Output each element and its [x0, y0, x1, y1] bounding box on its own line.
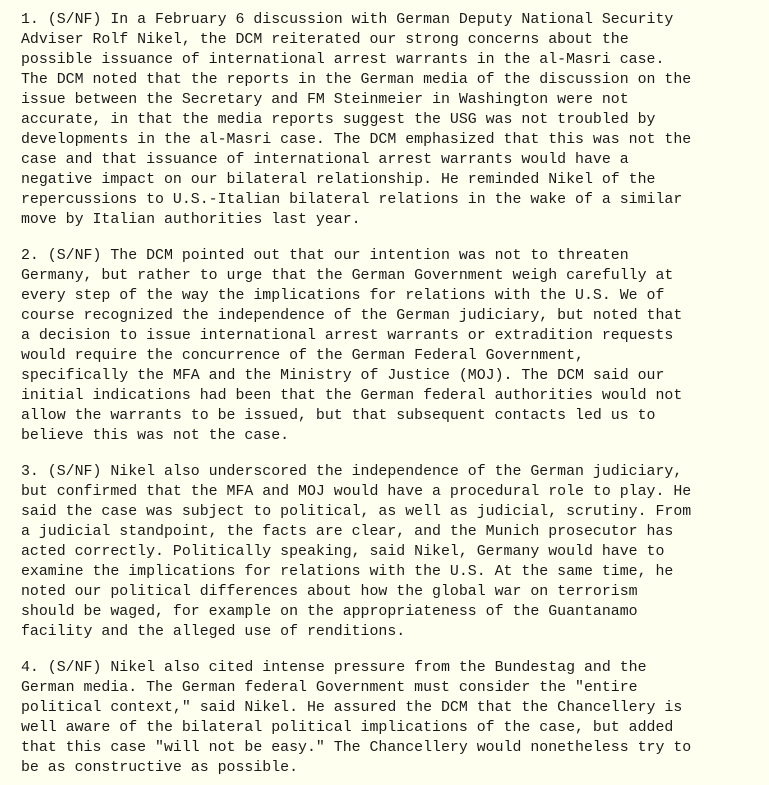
text-line: 3. (S/NF) Nikel also underscored the independence of the German judiciary,	[21, 464, 683, 480]
text-line: but confirmed that the MFA and MOJ would have a procedural role to play. He	[21, 484, 692, 500]
text-line: issue between the Secretary and FM Steinmeier in Washington were not	[21, 92, 629, 108]
text-line: a judicial standpoint, the facts are clear, and the Munich prosecutor has	[21, 524, 674, 540]
text-line: political context," said Nikel. He assured the DCM that the Chancellery is	[21, 700, 683, 716]
text-line: negative impact on our bilateral relationship. He reminded Nikel of the	[21, 172, 656, 188]
text-line: German media. The German federal Government must consider the "entire	[21, 680, 638, 696]
text-line: possible issuance of international arrest warrants in the al-Masri case.	[21, 52, 665, 68]
text-line: move by Italian authorities last year.	[21, 212, 361, 228]
text-line: that this case "will not be easy." The Chancellery would nonetheless try to	[21, 740, 692, 756]
text-line: acted correctly. Politically speaking, said Nikel, Germany would have to	[21, 544, 665, 560]
paragraph-2	[21, 246, 769, 446]
paragraph-1	[21, 10, 769, 230]
text-line: should be waged, for example on the appropriateness of the Guantanamo	[21, 604, 638, 620]
text-line: facility and the alleged use of renditions.	[21, 624, 406, 640]
text-line: allow the warrants to be issued, but that subsequent contacts led us to	[21, 408, 656, 424]
text-line: a decision to issue international arrest warrants or extradition requests	[21, 328, 674, 344]
text-line: well aware of the bilateral political implications of the case, but added	[21, 720, 674, 736]
text-line: 1. (S/NF) In a February 6 discussion with German Deputy National Security	[21, 12, 674, 28]
text-line: noted our political differences about how the global war on terrorism	[21, 584, 638, 600]
text-line: be as constructive as possible.	[21, 760, 299, 776]
text-line: would require the concurrence of the German Federal Government,	[21, 348, 584, 364]
text-line: examine the implications for relations with the U.S. At the same time, he	[21, 564, 674, 580]
text-line: repercussions to U.S.-Italian bilateral relations in the wake of a similar	[21, 192, 683, 208]
paragraph-4	[21, 658, 769, 778]
text-line: course recognized the independence of the German judiciary, but noted that	[21, 308, 683, 324]
text-line: developments in the al-Masri case. The DCM emphasized that this was not the	[21, 132, 692, 148]
text-line: case and that issuance of international arrest warrants would have a	[21, 152, 629, 168]
text-line: accurate, in that the media reports suggest the USG was not troubled by	[21, 112, 656, 128]
text-line: believe this was not the case.	[21, 428, 290, 444]
text-line: 4. (S/NF) Nikel also cited intense pressure from the Bundestag and the	[21, 660, 647, 676]
text-line: initial indications had been that the German federal authorities would not	[21, 388, 683, 404]
text-line: The DCM noted that the reports in the German media of the discussion on the	[21, 72, 692, 88]
text-line: Germany, but rather to urge that the German Government weigh carefully at	[21, 268, 674, 284]
paragraph-3	[21, 462, 769, 642]
text-line: 2. (S/NF) The DCM pointed out that our intention was not to threaten	[21, 248, 629, 264]
text-line: Adviser Rolf Nikel, the DCM reiterated our strong concerns about the	[21, 32, 629, 48]
text-line: specifically the MFA and the Ministry of Justice (MOJ). The DCM said our	[21, 368, 665, 384]
text-line: said the case was subject to political, as well as judicial, scrutiny. From	[21, 504, 692, 520]
text-line: every step of the way the implications for relations with the U.S. We of	[21, 288, 665, 304]
